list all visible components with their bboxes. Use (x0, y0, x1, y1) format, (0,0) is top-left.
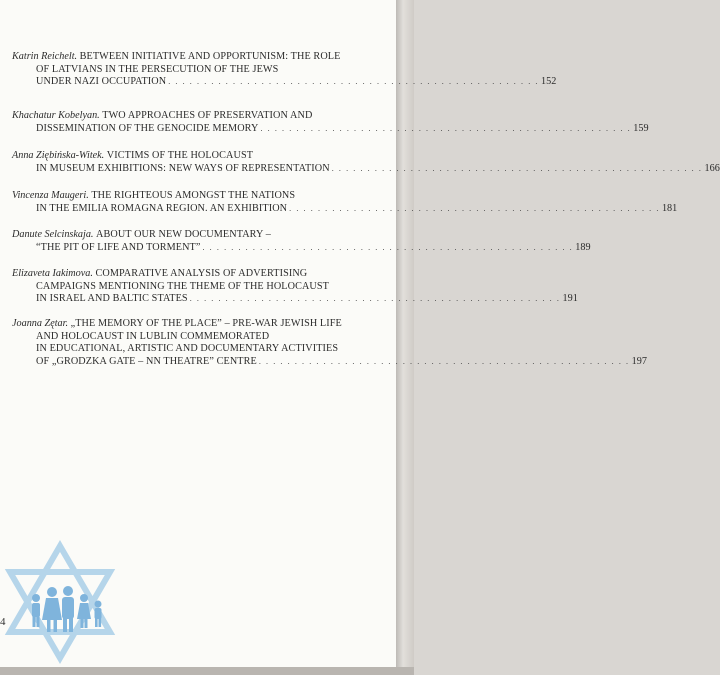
toc-title: OF LATVIANS IN THE PERSECUTION OF THE JEWS (36, 63, 279, 75)
dot-leader: . . . . . . . . . . . . . . . . . . . . . . . . . . . . . . . . . . . . . . . . . . . . . . . . . . . . (260, 123, 632, 133)
toc-page-number: 159 (633, 122, 649, 134)
toc-entry[interactable] (12, 51, 557, 89)
toc-page-number: 166 (704, 162, 720, 174)
toc-title: IN MUSEUM EXHIBITIONS: NEW WAYS OF REPRESENTATION (36, 162, 330, 174)
toc-page-number: 197 (631, 355, 647, 367)
toc-entry[interactable] (12, 190, 678, 215)
dot-leader: . . . . . . . . . . . . . . . . . . . . . . . . . . . . . . . . . . . . . . . . . . . . . . . . . . . . (331, 163, 703, 173)
dot-leader: . . . . . . . . . . . . . . . . . . . . . . . . . . . . . . . . . . . . . . . . . . . . . . . . . . . . (289, 203, 660, 213)
toc-title: COMPARATIVE ANALYSIS OF ADVERTISING (95, 268, 308, 279)
toc-author: Katrin Reichelt. (12, 51, 78, 62)
toc-entry[interactable] (12, 268, 578, 306)
dot-leader: . . . . . . . . . . . . . . . . . . . . . . . . . . . . . . . . . . . . . . . . . . . . . . . . . . . . (202, 242, 574, 252)
toc-page-number: 191 (562, 293, 578, 305)
toc-author: Elizaveta Iakimova. (12, 268, 93, 279)
toc-entry[interactable] (12, 318, 647, 368)
toc-author: Danute Selcinskaja. (12, 229, 94, 240)
toc-title: „THE MEMORY OF THE PLACE” – PRE-WAR JEWISH LIFE (70, 318, 342, 329)
toc-page-number: 152 (541, 76, 557, 88)
toc-entry[interactable] (12, 229, 591, 254)
dot-leader: . . . . . . . . . . . . . . . . . . . . . . . . . . . . . . . . . . . . . . . . . . . . . . . . . . . . (189, 294, 561, 304)
toc-title: AND HOLOCAUST IN LUBLIN COMMEMORATED (36, 330, 270, 342)
toc-title: THE RIGHTEOUS AMONGST THE NATIONS (91, 190, 296, 201)
page-edge-bottom (0, 667, 414, 675)
toc-title: UNDER NAZI OCCUPATION (36, 76, 167, 88)
toc-title: IN EDUCATIONAL, ARTISTIC AND DOCUMENTARY ACTIVITIES (36, 343, 339, 355)
toc-title: “THE PIT OF LIFE AND TORMENT” (36, 241, 201, 253)
toc-page-number: 189 (575, 241, 591, 253)
toc-title: OF „GRODZKA GATE – NN THEATRE” CENTRE (36, 355, 257, 367)
star-of-david-family-icon (2, 540, 122, 664)
toc-title: DISSEMINATION OF THE GENOCIDE MEMORY (36, 122, 259, 134)
toc-author: Vincenza Maugeri. (12, 190, 89, 201)
toc-page-number: 181 (661, 202, 678, 214)
toc-title: IN ISRAEL AND BALTIC STATES (36, 293, 188, 305)
toc-title: BETWEEN INITIATIVE AND OPPORTUNISM: THE ROLE (79, 51, 341, 62)
dot-leader: . . . . . . . . . . . . . . . . . . . . . . . . . . . . . . . . . . . . . . . . . . . . . . . . . . . . (258, 356, 630, 366)
toc-entry[interactable] (12, 110, 649, 135)
toc-title: ABOUT OUR NEW DOCUMENTARY – (96, 229, 271, 240)
toc-author: Anna Ziębińska-Witek. (12, 150, 105, 161)
toc-title: CAMPAIGNS MENTIONING THE THEME OF THE HOLOCAUST (36, 280, 329, 292)
page-number: 4 (0, 616, 6, 628)
toc-title: VICTIMS OF THE HOLOCAUST (106, 150, 254, 161)
toc-title: TWO APPROACHES OF PRESERVATION AND (102, 110, 313, 121)
toc-title: IN THE EMILIA ROMAGNA REGION. AN EXHIBITION (36, 202, 288, 214)
page-edge-right (396, 0, 414, 675)
toc-author: Khachatur Kobelyan. (12, 110, 100, 121)
dot-leader: . . . . . . . . . . . . . . . . . . . . . . . . . . . . . . . . . . . . . . . . . . . . . . . . . . . . (168, 77, 540, 87)
toc-author: Joanna Zętar. (12, 318, 69, 329)
toc-entry[interactable] (12, 150, 720, 175)
